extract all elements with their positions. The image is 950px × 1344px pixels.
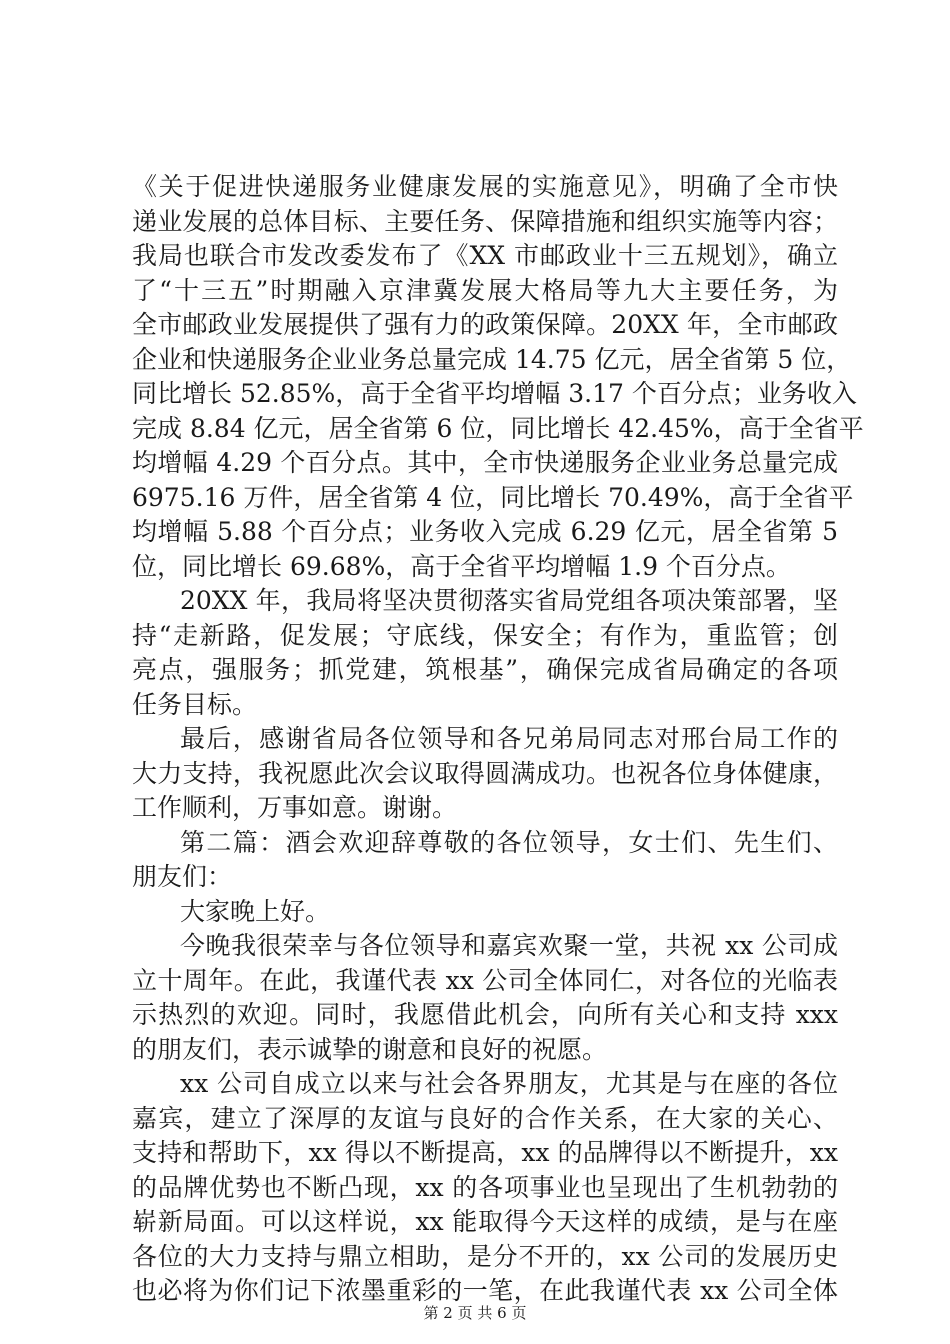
text-line: 崭新局面。可以这样说，xx 能取得今天这样的成绩，是与在座	[132, 1207, 838, 1236]
document-body	[132, 170, 864, 1309]
page-number-footer: 第 2 页 共 6 页	[423, 1304, 527, 1322]
text-line: 立十周年。在此，我谨代表 xx 公司全体同仁，对各位的光临表	[132, 965, 838, 995]
section-heading-line: 第二篇：酒会欢迎辞尊敬的各位领导，女士们、先生们、	[180, 827, 838, 857]
text-line: 了“十三五”时期融入京津冀发展大格局等九大主要任务，为	[132, 275, 838, 305]
text-line: 均增幅 4.29 个百分点。其中，全市快递服务企业业务总量完成	[132, 448, 838, 477]
text-line: 同比增长 52.85%，高于全省平均增幅 3.17 个百分点；业务收入	[132, 379, 857, 408]
text-line: 支持和帮助下，xx 得以不断提高，xx 的品牌得以不断提升，xx	[132, 1138, 838, 1167]
text-line: 递业发展的总体目标、主要任务、保障措施和组织实施等内容；	[132, 206, 838, 236]
text-line: 位，同比增长 69.68%，高于全省平均增幅 1.9 个百分点。	[132, 551, 791, 581]
text-line: 完成 8.84 亿元，居全省第 6 位，同比增长 42.45%，高于全省平	[132, 413, 864, 443]
text-line: 也必将为你们记下浓墨重彩的一笔，在此我谨代表 xx 公司全体	[132, 1276, 838, 1305]
text-line: 嘉宾，建立了深厚的友谊与良好的合作关系，在大家的关心、	[132, 1103, 838, 1133]
text-line: 持“走新路，促发展；守底线，保安全；有作为，重监管；创	[132, 620, 838, 650]
text-line: 的品牌优势也不断凸现，xx 的各项事业也呈现出了生机勃勃的	[132, 1172, 838, 1202]
text-line: 企业和快递服务企业业务总量完成 14.75 亿元，居全省第 5 位，	[132, 344, 852, 374]
text-line: 的朋友们，表示诚挚的谢意和良好的祝愿。	[132, 1034, 608, 1064]
text-line: 朋友们：	[132, 862, 233, 891]
text-line: 大力支持，我祝愿此次会议取得圆满成功。也祝各位身体健康，	[132, 758, 838, 788]
paragraph-first-line: xx 公司自成立以来与社会各界朋友，尤其是与在座的各位	[180, 1069, 838, 1098]
text-line: 均增幅 5.88 个百分点；业务收入完成 6.29 亿元，居全省第 5	[132, 517, 838, 546]
text-line: 各位的大力支持与鼎立相助，是分不开的，xx 公司的发展历史	[132, 1241, 838, 1271]
text-line: 示热烈的欢迎。同时，我愿借此机会，向所有关心和支持 xxx	[132, 1000, 838, 1029]
text-line: 《关于促进快递服务业健康发展的实施意见》，明确了全市快	[132, 172, 838, 201]
paragraph-first-line: 今晚我很荣幸与各位领导和嘉宾欢聚一堂，共祝 xx 公司成	[180, 931, 838, 960]
paragraph-first-line: 最后，感谢省局各位领导和各兄弟局同志对邢台局工作的	[180, 724, 838, 753]
text-line: 全市邮政业发展提供了强有力的政策保障。20XX 年，全市邮政	[132, 310, 838, 339]
text-line: 亮点，强服务；抓党建，筑根基”，确保完成省局确定的各项	[132, 655, 838, 684]
text-line: 任务目标。	[132, 689, 258, 719]
text-line: 6975.16 万件，居全省第 4 位，同比增长 70.49%，高于全省平	[132, 482, 854, 512]
greeting-line: 大家晚上好。	[180, 896, 331, 926]
text-line: 工作顺利，万事如意。谢谢。	[132, 793, 458, 822]
text-line: 我局也联合市发改委发布了《XX 市邮政业十三五规划》，确立	[132, 241, 838, 270]
paragraph-first-line: 20XX 年，我局将坚决贯彻落实省局党组各项决策部署，坚	[180, 586, 838, 615]
